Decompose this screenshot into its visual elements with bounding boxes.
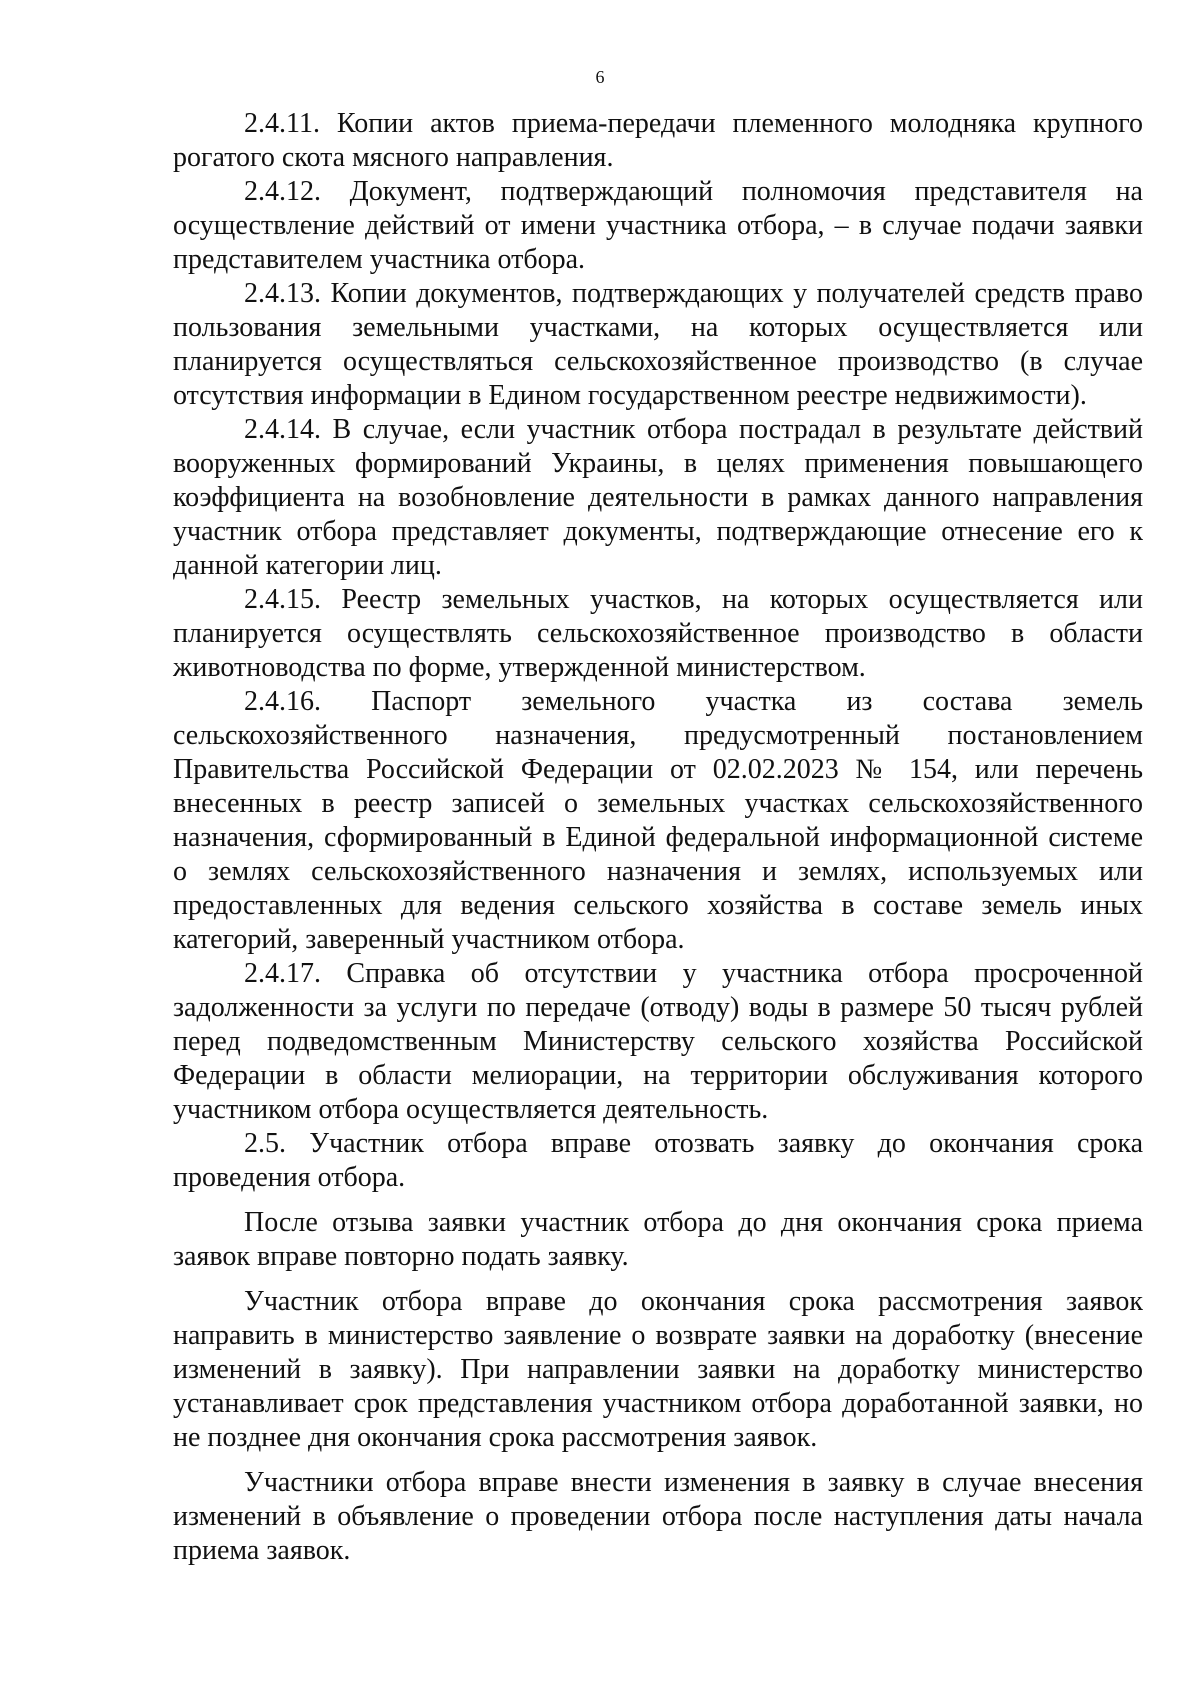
paragraph-2-4-11: 2.4.11. Копии актов приема-передачи племенного молодняка крупного рогатого скота мясного направления.	[173, 108, 1143, 173]
paragraph-2-4-14: 2.4.14. В случае, если участник отбора пострадал в результате действий вооруженных формирований Украины, в целях применения повышающего коэффициента на возобновление деятельности в рамках данного направления участник отбора представляет документы, подтверждающие отнесение его к данной категории лиц.	[173, 414, 1143, 581]
document-body	[173, 107, 1143, 1568]
paragraph-revision: Участник отбора вправе до окончания срока рассмотрения заявок направить в министерство заявление о возврате заявки на доработку (внесение изменений в заявку). При направлении заявки на доработку министерство устанавливает срок представления участником отбора доработанной заявки, но не позднее дня окончания срока рассмотрения заявок.	[173, 1286, 1143, 1453]
paragraph-2-4-17: 2.4.17. Справка об отсутствии у участника отбора просроченной задолженности за услуги по передаче (отводу) воды в размере 50 тысяч рублей перед подведомственным Министерству сельского хозяйства Российской Федерации в области мелиорации, на территории обслуживания которого участником отбора осуществляется деятельность.	[173, 958, 1143, 1125]
paragraph-2-4-12: 2.4.12. Документ, подтверждающий полномочия представителя на осуществление действий от имени участника отбора, – в случае подачи заявки представителем участника отбора.	[173, 176, 1143, 275]
paragraph-2-5: 2.5. Участник отбора вправе отозвать заявку до окончания срока проведения отбора.	[173, 1128, 1143, 1193]
paragraph-2-4-13: 2.4.13. Копии документов, подтверждающих у получателей средств право пользования земельными участками, на которых осуществляется или планируется осуществляться сельскохозяйственное производство (в случае отсутствия информации в Едином государственном реестре недвижимости).	[173, 278, 1143, 411]
page-number: 6	[595, 67, 605, 87]
paragraph-2-4-15: 2.4.15. Реестр земельных участков, на которых осуществляется или планируется осуществлять сельскохозяйственное производство в области животноводства по форме, утвержденной министерством.	[173, 584, 1143, 683]
paragraph-amendments: Участники отбора вправе внести изменения в заявку в случае внесения изменений в объявление о проведении отбора после наступления даты начала приема заявок.	[173, 1467, 1143, 1566]
paragraph-withdrawal: После отзыва заявки участник отбора до дня окончания срока приема заявок вправе повторно подать заявку.	[173, 1207, 1143, 1272]
paragraph-2-4-16: 2.4.16. Паспорт земельного участка из состава земель сельскохозяйственного назначения, предусмотренный постановлением Правительства Российской Федерации от 02.02.2023 № 154, или перечень внесенных в реестр записей о земельных участках сельскохозяйственного назначения, сформированный в Единой федеральной информационной системе о землях сельскохозяйственного назначения и землях, используемых или предоставленных для ведения сельского хозяйства в составе земель иных категорий, заверенный участником отбора.	[173, 686, 1143, 955]
